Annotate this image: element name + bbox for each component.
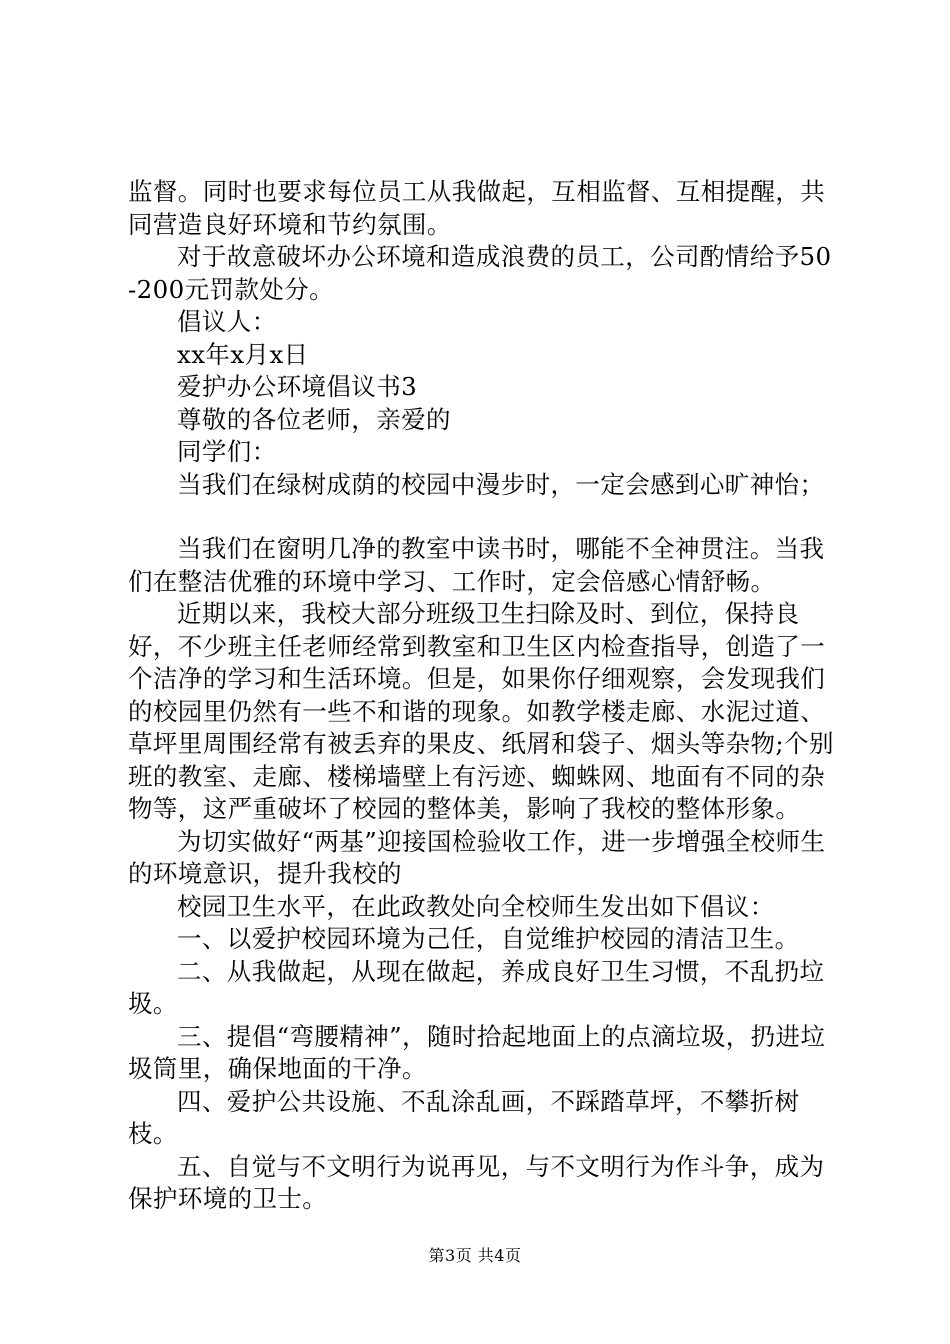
paragraph: 校园卫生水平，在此政教处向全校师生发出如下倡议：: [177, 891, 775, 921]
paragraph: 监督。同时也要求每位员工从我做起，互相监督、互相提醒，共同营造良好环境和节约氛围。: [128, 177, 826, 239]
paragraph: 当我们在窗明几净的教室中读书时，哪能不全神贯注。当我们在整洁优雅的环境中学习、工作时，定会倍感心情舒畅。: [128, 534, 825, 596]
paragraph: xx年x月x日: [177, 339, 309, 369]
paragraph: 一、以爱护校园环境为己任，自觉维护校园的清洁卫生。: [177, 924, 800, 953]
paragraph: 倡议人：: [177, 307, 277, 336]
paragraph: 近期以来，我校大部分班级卫生扫除及时、到位，保持良好，不少班主任老师经常到教室和卫生区内检查指导，创造了一个洁净的学习和生活环境。但是，如果你仔细观察，会发现我们的校园里仍然有一些不和谐的现象。如教学楼走廊、水泥过道、草坪里周围经常有被丢弃的果皮、纸屑和袋子、烟头等杂物;个别班的教室、走廊、楼梯墙壁上有污迹、蜘蛛网、地面有不同的杂物等，这严重破坏了校园的整体美，影响了我校的整体形象。: [128, 599, 834, 823]
paragraph: 尊敬的各位老师，亲爱的: [177, 404, 451, 434]
paragraph: 当我们在绿树成荫的校园中漫步时，一定会感到心旷神怡；: [177, 469, 825, 499]
paragraph: 四、爱护公共设施、不乱涂乱画，不踩踏草坪，不攀折树枝。: [128, 1086, 800, 1148]
paragraph: 为切实做好“两基”迎接国检验收工作，进一步增强全校师生的环境意识，提升我校的: [128, 826, 826, 888]
paragraph: 同学们：: [177, 437, 277, 466]
paragraph: 二、从我做起，从现在做起，养成良好卫生习惯，不乱扔垃圾。: [128, 956, 825, 1018]
paragraph: 五、自觉与不文明行为说再见，与不文明行为作斗争，成为保护环境的卫士。: [128, 1151, 825, 1213]
page-footer: 第3页 共4页: [428, 1246, 522, 1265]
paragraph: 三、提倡“弯腰精神”，随时拾起地面上的点滴垃圾，扔进垃圾筒里，确保地面的干净。: [128, 1021, 826, 1083]
paragraph: 爱护办公环境倡议书3: [177, 372, 418, 401]
document-body: [128, 176, 838, 1216]
paragraph: 对于故意破坏办公环境和造成浪费的员工，公司酌情给予50-200元罚款处分。: [128, 242, 832, 304]
